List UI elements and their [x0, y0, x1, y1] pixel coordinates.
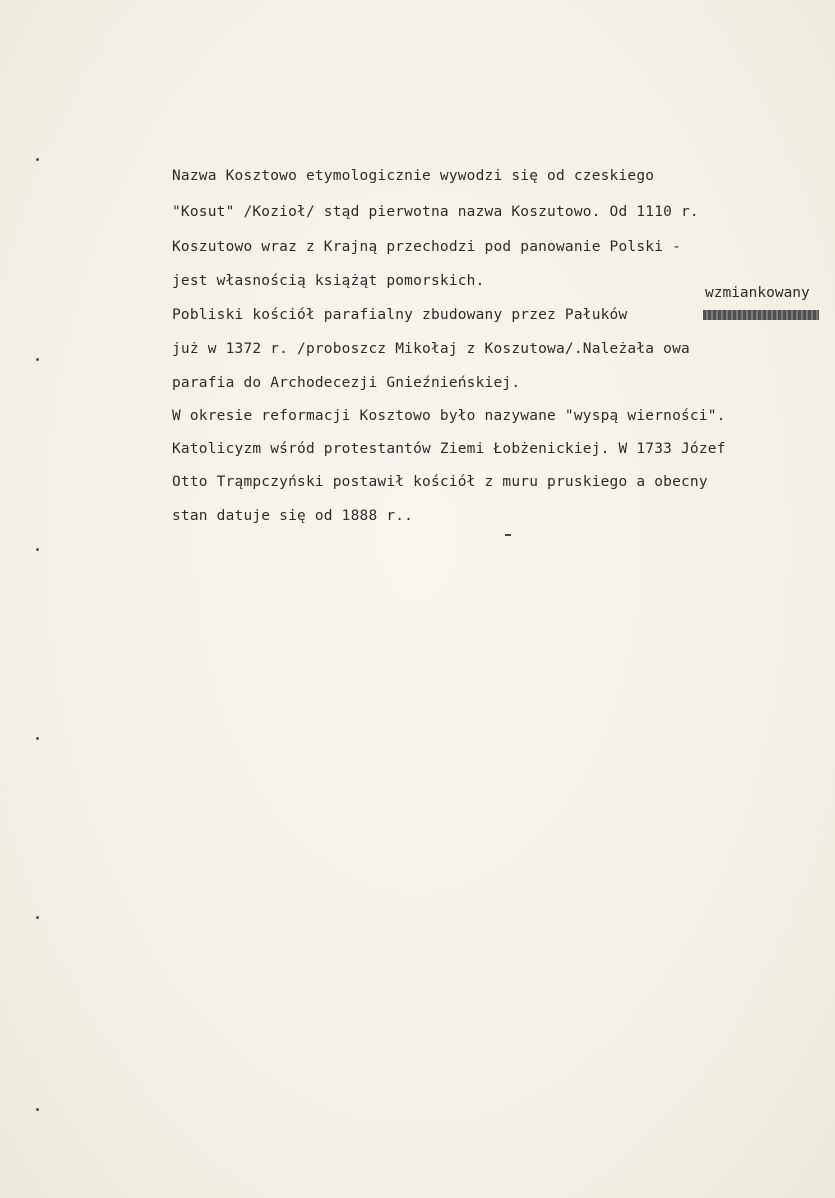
text-line-2: "Kosut" /Kozioł/ stąd pierwotna nazwa Koszutowo. Od 1110 r. — [172, 204, 699, 220]
text-line-10: Otto Trąmpczyński postawił kościół z muru pruskiego a obecny — [172, 474, 708, 490]
margin-mark — [36, 916, 39, 919]
text-line-4: jest własnością książąt pomorskich. — [172, 273, 485, 289]
handwritten-insert: wzmiankowany — [705, 285, 810, 301]
margin-mark — [36, 358, 39, 361]
margin-mark — [36, 548, 39, 551]
text-line-6: już w 1372 r. /proboszcz Mikołaj z Koszutowa/.Należała owa — [172, 341, 690, 357]
text-line-5: Pobliski kościół parafialny zbudowany przez Pałuków — [172, 307, 628, 323]
text-line-1: Nazwa Kosztowo etymologicznie wywodzi się od czeskiego — [172, 168, 655, 184]
text-line-7: parafia do Archodecezji Gnieźnieńskiej. — [172, 375, 521, 391]
margin-mark — [36, 1108, 39, 1111]
text-line-8: W okresie reformacji Kosztowo było nazywane "wyspą wierności". — [172, 408, 726, 424]
text-line-3: Koszutowo wraz z Krajną przechodzi pod panowanie Polski - — [172, 239, 681, 255]
text-line-9: Katolicyzm wśród protestantów Ziemi Łobżenickiej. W 1733 Józef — [172, 441, 726, 457]
text-line-11: stan datuje się od 1888 r.. — [172, 508, 414, 524]
struck-out-word — [703, 310, 819, 320]
margin-mark — [36, 158, 39, 161]
stray-mark — [505, 534, 511, 536]
margin-mark — [36, 737, 39, 740]
